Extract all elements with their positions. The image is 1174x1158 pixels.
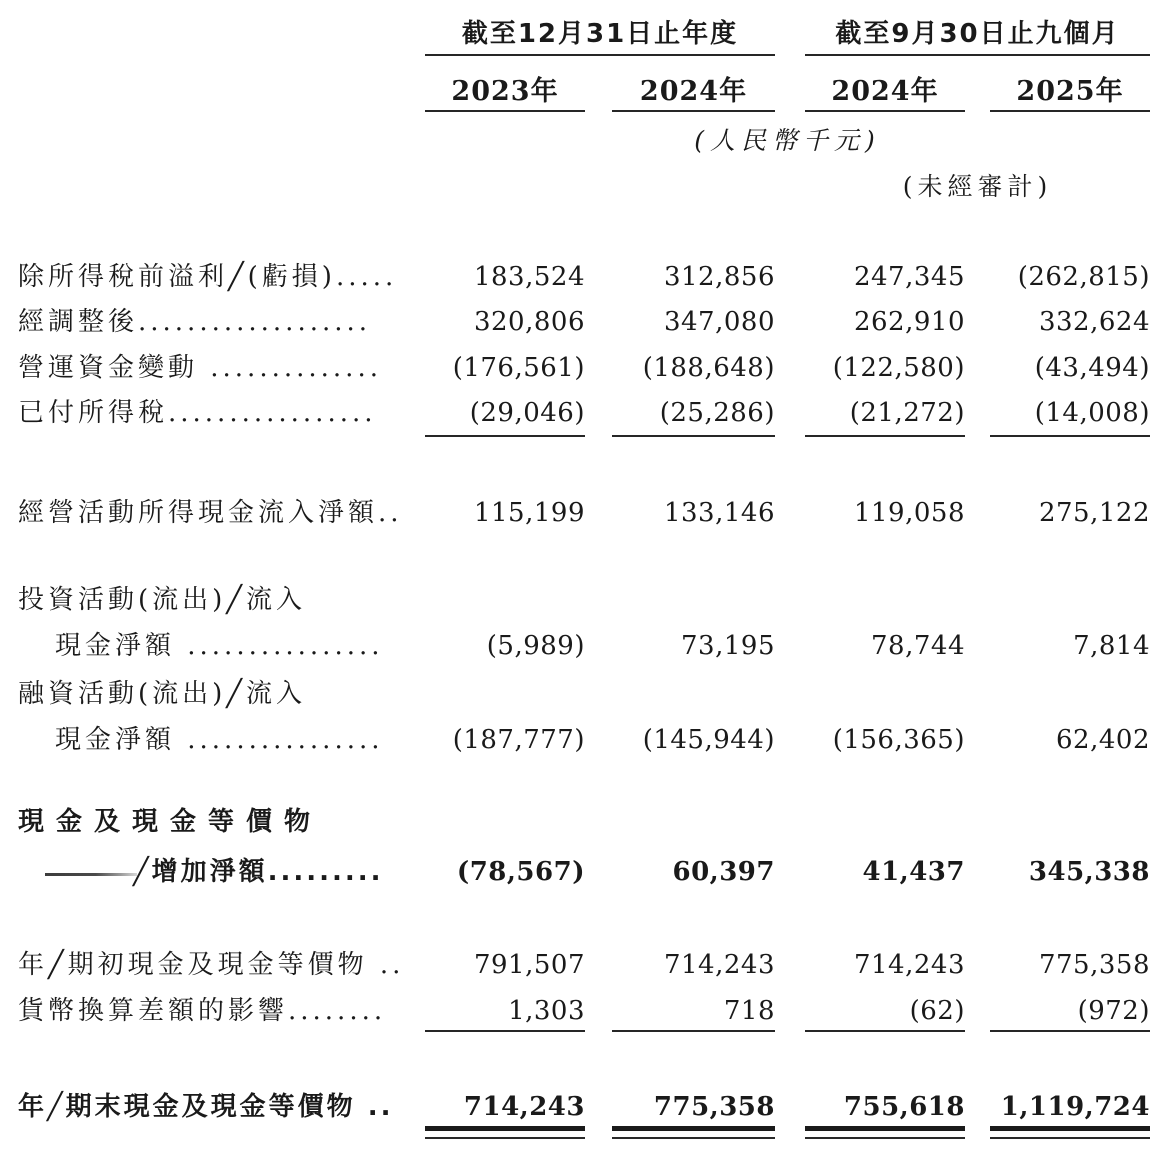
cell-fy2023: (176,561): [452, 353, 585, 383]
total-rule-thin-c1: [425, 1137, 585, 1139]
cell-9m2025: (14,008): [1034, 398, 1150, 428]
cell-9m2025: 275,122: [1038, 498, 1150, 528]
row-label: 經調整後...................: [18, 307, 372, 337]
cell-9m2025: 1,119,724: [1000, 1092, 1150, 1122]
cell-9m2024: (156,365): [832, 725, 965, 755]
table-row-after-adjustments: [0, 303, 1174, 343]
subtotal-rule2-c1: [425, 1030, 585, 1032]
cell-fy2024: (145,944): [642, 725, 775, 755]
cell-fy2023: 714,243: [463, 1092, 585, 1122]
subtotal-rule2-c3: [805, 1030, 965, 1032]
cell-fy2024: 775,358: [653, 1092, 775, 1122]
cell-fy2024: 714,243: [663, 950, 775, 980]
cell-9m2024: (21,272): [849, 398, 965, 428]
row-label: 除所得稅前溢利╱(虧損).....: [18, 262, 398, 292]
row-label: 融資活動(流出)╱流入: [18, 679, 306, 709]
table-row-net-cash-from-operating: [0, 494, 1174, 534]
subtotal-rule-c1: [425, 435, 585, 437]
cell-fy2024: 60,397: [672, 857, 775, 887]
cell-fy2023: 183,524: [473, 262, 585, 292]
col-header-2023: 2023年: [451, 76, 559, 107]
cell-9m2024: 755,618: [843, 1092, 965, 1122]
row-label: 年╱期初現金及現金等價物 ..: [18, 950, 405, 980]
cell-fy2024: (25,286): [659, 398, 775, 428]
row-label: 經營活動所得現金流入淨額..: [18, 498, 403, 528]
total-rule-thick-c4: [990, 1126, 1150, 1131]
table-row-cash-ending: [0, 1088, 1174, 1128]
cell-fy2023: 115,199: [473, 498, 585, 528]
cell-9m2024: (122,580): [832, 353, 965, 383]
subtotal-rule-c3: [805, 435, 965, 437]
total-rule-thick-c2: [612, 1126, 775, 1131]
col-header-2024: 2024年: [639, 76, 748, 107]
cell-9m2024: 78,744: [871, 631, 965, 661]
table-row-currency-translation: [0, 992, 1174, 1032]
col-header-9m-2025: 2025年: [1016, 76, 1124, 107]
group-rule-right: [805, 54, 1150, 56]
row-label: 現金淨額 ................: [55, 631, 384, 661]
table-row-income-tax-paid: [0, 394, 1174, 434]
subtotal-rule-c4: [990, 435, 1150, 437]
subtotal-rule2-c2: [612, 1030, 775, 1032]
cell-9m2024: 714,243: [853, 950, 965, 980]
unaudited-note: (未經審計): [902, 172, 1053, 201]
table-row-net-cash-financing: [0, 721, 1174, 761]
row-label: 營運資金變動 ..............: [18, 353, 382, 383]
table-row-financing-caption: [0, 675, 1174, 715]
table-row-cash-beginning: [0, 946, 1174, 986]
table-row-working-capital-changes: [0, 349, 1174, 389]
cell-9m2025: 62,402: [1056, 725, 1150, 755]
total-rule-thin-c3: [805, 1137, 965, 1139]
cell-9m2025: (262,815): [1017, 262, 1150, 292]
row-label: ╱增加淨額.........: [133, 857, 384, 887]
row-label: 現金及現金等價物: [18, 807, 323, 837]
total-rule-thin-c4: [990, 1137, 1150, 1139]
cell-9m2024: 119,058: [853, 498, 965, 528]
cell-9m2025: 7,814: [1073, 631, 1150, 661]
cell-9m2025: 775,358: [1038, 950, 1150, 980]
row-label: 年╱期末現金及現金等價物 ..: [18, 1092, 394, 1122]
cell-fy2023: (29,046): [469, 398, 585, 428]
table-row-cash-equivalents-caption: [0, 803, 1174, 843]
subtotal-rule2-c4: [990, 1030, 1150, 1032]
cell-fy2023: (5,989): [486, 631, 585, 661]
row-label: 投資活動(流出)╱流入: [18, 585, 306, 615]
cell-fy2023: (78,567): [456, 857, 585, 887]
cell-fy2024: (188,648): [642, 353, 775, 383]
total-rule-thick-c3: [805, 1126, 965, 1131]
cell-fy2023: 320,806: [473, 307, 585, 337]
col-header-9m-2024: 2024年: [831, 76, 939, 107]
cell-fy2024: 73,195: [681, 631, 775, 661]
cell-9m2025: (43,494): [1034, 353, 1150, 383]
cell-fy2023: 791,507: [473, 950, 585, 980]
subtotal-rule-c2: [612, 435, 775, 437]
currency-unit-note: (人民幣千元): [694, 126, 881, 155]
group-rule-left: [425, 54, 775, 56]
cell-9m2024: 41,437: [862, 857, 965, 887]
cell-9m2024: (62): [909, 996, 965, 1026]
cell-fy2023: 1,303: [508, 996, 585, 1026]
cell-9m2025: 332,624: [1038, 307, 1150, 337]
table-row-net-increase: [0, 853, 1174, 893]
year-rule-c1: [425, 110, 585, 112]
row-label: 貨幣換算差額的影響........: [18, 996, 387, 1026]
year-rule-c2: [612, 110, 775, 112]
table-row-net-cash-investing: [0, 627, 1174, 667]
col-group-title-year-ended: 截至12月31日止年度: [461, 19, 739, 49]
row-label: 現金淨額 ................: [55, 725, 384, 755]
year-rule-c4: [990, 110, 1150, 112]
cell-9m2024: 262,910: [853, 307, 965, 337]
cell-fy2024: 347,080: [663, 307, 775, 337]
table-row-investing-caption: [0, 581, 1174, 621]
cell-9m2024: 247,345: [853, 262, 965, 292]
cell-fy2024: 718: [723, 996, 775, 1026]
table-row-profit-before-tax: [0, 258, 1174, 298]
row-label: 已付所得稅.................: [18, 398, 377, 428]
cell-9m2025: (972): [1077, 996, 1150, 1026]
total-rule-thick-c1: [425, 1126, 585, 1131]
cell-9m2025: 345,338: [1028, 857, 1150, 887]
total-rule-thin-c2: [612, 1137, 775, 1139]
cell-fy2023: (187,777): [452, 725, 585, 755]
cell-fy2024: 133,146: [663, 498, 775, 528]
year-rule-c3: [805, 110, 965, 112]
cell-fy2024: 312,856: [663, 262, 775, 292]
col-group-title-nine-months: 截至9月30日止九個月: [835, 19, 1120, 49]
